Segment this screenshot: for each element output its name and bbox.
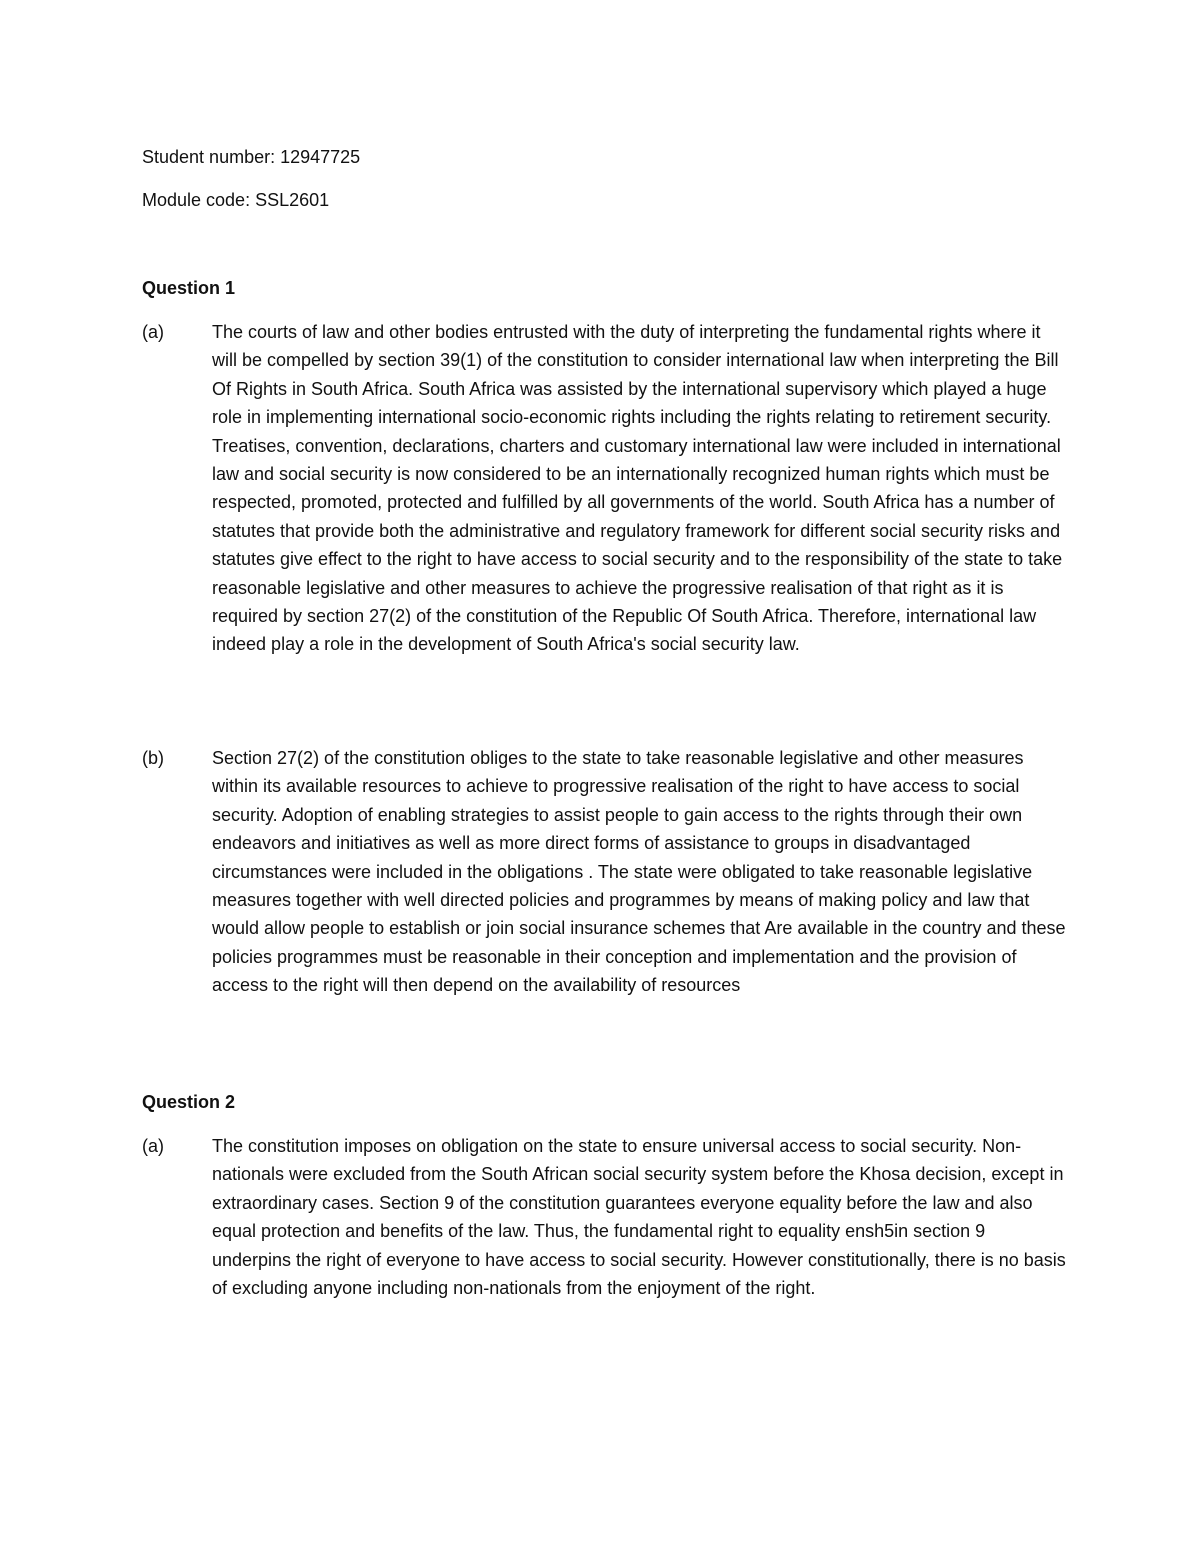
student-number: Student number: 12947725 bbox=[142, 147, 361, 167]
question-1-part-a bbox=[142, 318, 1067, 659]
module-code: Module code: SSL2601 bbox=[142, 190, 330, 210]
question-2-heading: Question 2 bbox=[142, 1092, 236, 1112]
question-1-part-a-label: (a) bbox=[142, 322, 164, 342]
question-1-part-b-label: (b) bbox=[142, 748, 164, 768]
question-1-part-b bbox=[142, 744, 1067, 1000]
question-2-part-a-text: The constitution imposes on obligation on the state to ensure universal access to social security. Non-nationals were excluded from the South African social security system before the Khosa decision, except in extraordinary cases. Section 9 of the constitution guarantees everyone equality before the law and also equal protection and benefits of the law. Thus, the fundamental right to equality ensh5in section 9 underpins the right of everyone to have access to social security. However constitutionally, there is no basis of excluding anyone including non-nationals from the enjoyment of the right. bbox=[212, 1136, 1066, 1299]
question-1-heading: Question 1 bbox=[142, 278, 236, 298]
question-1-part-b-text: Section 27(2) of the constitution obliges to the state to take reasonable legislative and other measures within its available resources to achieve to progressive realisation of the right to have access to social security. Adoption of enabling strategies to assist people to gain access to the rights through their own endeavors and initiatives as well as more direct forms of assistance to groups in disadvantaged circumstances were included in the obligations . The state were obligated to take reasonable legislative measures together with well directed policies and programmes by means of making policy and law that would allow people to establish or join social insurance schemes that Are available in the country and these policies programmes must be reasonable in their conception and implementation and the provision of access to the right will then depend on the availability of resources bbox=[212, 748, 1066, 996]
question-2-part-a-label: (a) bbox=[142, 1136, 164, 1156]
question-2-part-a bbox=[142, 1132, 1067, 1302]
question-1-part-a-text: The courts of law and other bodies entrusted with the duty of interpreting the fundamental rights where it will be compelled by section 39(1) of the constitution to consider international law when interpreting the Bill Of Rights in South Africa. South Africa was assisted by the international supervisory which played a huge role in implementing international socio-economic rights including the rights relating to retirement security. Treatises, convention, declarations, charters and customary international law were included in international law and social security is now considered to be an internationally recognized human rights which must be respected, promoted, protected and fulfilled by all governments of the world. South Africa has a number of statutes that provide both the administrative and regulatory framework for different social security risks and statutes give effect to the right to have access to social security and to the responsibility of the state to take reasonable legislative and other measures to achieve the progressive realisation of that right as it is required by section 27(2) of the constitution of the Republic Of South Africa. Therefore, international law indeed play a role in the development of South Africa's social security law. bbox=[212, 322, 1063, 655]
